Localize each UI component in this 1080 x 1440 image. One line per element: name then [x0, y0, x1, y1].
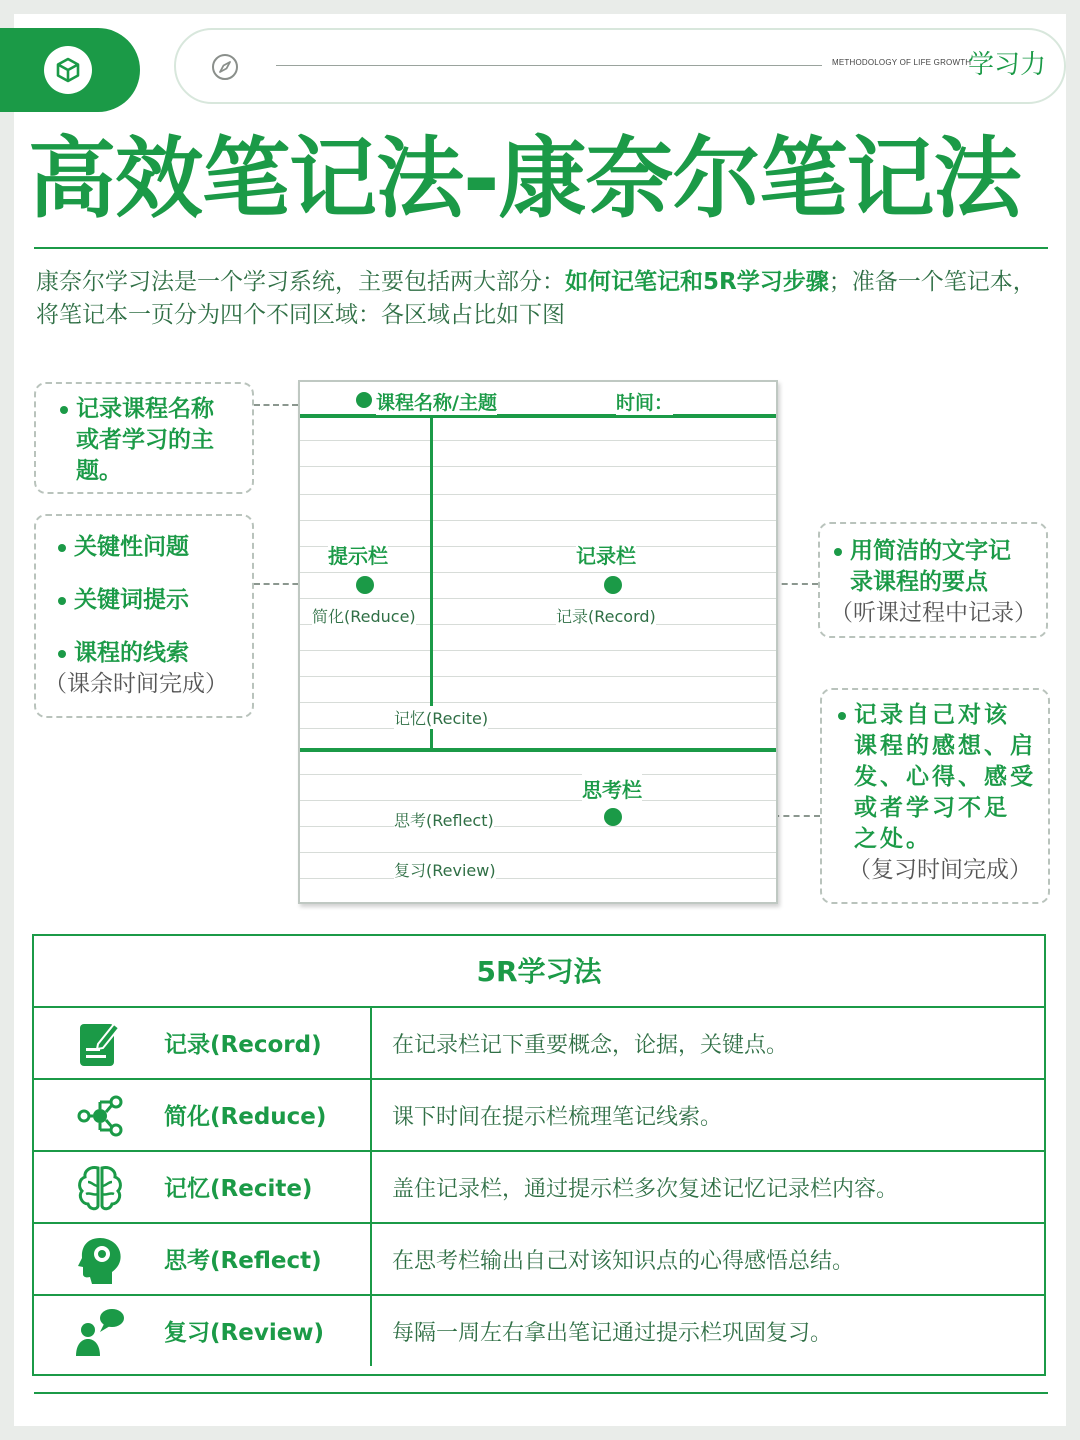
row-desc: 盖住记录栏，通过提示栏多次复述记忆记录栏内容。 — [392, 1177, 899, 1202]
callout-title-line2: 或者学习的主 — [76, 427, 214, 453]
callout-cue-area — [34, 514, 254, 718]
nb-summary-rule — [300, 748, 776, 752]
nb-cue-divider — [430, 416, 433, 750]
row-desc: 在记录栏记下重要概念，论据，关键点。 — [392, 1033, 789, 1058]
nb-line — [300, 800, 776, 801]
callout-record-line2: 录课程的要点 — [850, 569, 988, 595]
column-separator — [370, 1008, 372, 1078]
table-row — [34, 1296, 1044, 1366]
callout-title-area — [34, 382, 254, 494]
nb-line — [300, 852, 776, 853]
intro-bold: 如何记笔记和5R学习步骤 — [565, 269, 829, 295]
row-desc: 课下时间在提示栏梳理笔记线索。 — [392, 1105, 723, 1130]
callout-reflect-line5: 之处。 — [854, 826, 932, 852]
row-name: 记录(Record) — [164, 1032, 322, 1058]
nb-cue-sub: 简化(Reduce) — [312, 604, 416, 627]
nb-line — [300, 878, 776, 879]
column-separator — [370, 1224, 372, 1294]
callout-title-line3: 题。 — [76, 458, 122, 484]
nb-review-sub: 复习(Review) — [394, 858, 496, 881]
header-bar — [174, 28, 1066, 104]
nb-line — [300, 826, 776, 827]
callout-record-area — [818, 522, 1048, 638]
header-tagline: METHODOLOGY OF LIFE GROWTH — [832, 58, 972, 67]
five-r-table — [32, 934, 1046, 1376]
course-dot — [356, 392, 372, 408]
table-row — [34, 1008, 1044, 1080]
nb-line — [300, 520, 776, 521]
header-brand: 学习力 — [968, 50, 1047, 80]
nb-recite-sub: 记忆(Recite) — [394, 706, 488, 729]
callout-reflect-area — [820, 688, 1050, 904]
header-rule — [276, 65, 822, 66]
nb-line — [300, 494, 776, 495]
connector-title — [254, 404, 298, 406]
row-name: 记忆(Recite) — [164, 1176, 313, 1202]
nb-course-label: 课程名称/主题 — [376, 388, 497, 415]
nb-line — [300, 774, 776, 775]
nb-header-rule — [300, 414, 776, 418]
nb-record-sub: 记录(Record) — [556, 604, 656, 627]
callout-cue-note: （课余时间完成） — [44, 671, 228, 697]
notebook-diagram — [298, 380, 778, 904]
callout-title-line1: 记录课程名称 — [56, 394, 252, 425]
intro-paragraph — [36, 266, 1046, 332]
row-desc: 每隔一周左右拿出笔记通过提示栏巩固复习。 — [392, 1321, 833, 1346]
callout-reflect-note: （复习时间完成） — [848, 857, 1032, 883]
callout-reflect-line2: 课程的感想、启 — [854, 733, 1036, 759]
nb-line — [300, 676, 776, 677]
nb-line — [300, 572, 776, 573]
table-row — [34, 1080, 1044, 1152]
nb-line — [300, 702, 776, 703]
callout-cue-item2: 关键词提示 — [54, 585, 252, 616]
nb-think-title: 思考栏 — [582, 774, 642, 803]
table-row — [34, 1152, 1044, 1224]
callout-cue-item3: 课程的线索 — [54, 638, 252, 669]
logo-circle — [44, 46, 92, 94]
brain-icon — [74, 1162, 126, 1214]
column-separator — [370, 1152, 372, 1222]
nb-time-label: 时间： — [616, 388, 673, 415]
callout-cue-item1: 关键性问题 — [54, 532, 252, 563]
compass-icon — [210, 52, 240, 82]
nb-line — [300, 728, 776, 729]
nb-line — [300, 598, 776, 599]
intro-text-2: ；准备一个笔记本，将笔记本一页分为四个不同区域：各区域占比如下图 — [36, 269, 1036, 328]
column-separator — [370, 1296, 372, 1366]
callout-reflect-line4: 或者学习不足 — [854, 795, 1010, 821]
nb-record-title: 记录栏 — [576, 540, 636, 569]
table-row — [34, 1224, 1044, 1296]
nb-reflect-sub: 思考(Reflect) — [394, 808, 494, 831]
cube-icon — [54, 56, 82, 84]
page-title: 高效笔记法-康奈尔笔记法 — [28, 127, 1021, 230]
callout-record-note: （听课过程中记录） — [830, 600, 1037, 626]
nb-cue-title: 提示栏 — [328, 540, 388, 569]
row-name: 思考(Reflect) — [164, 1248, 322, 1274]
row-name: 复习(Review) — [164, 1320, 325, 1346]
callout-reflect-line1: 记录自己对该 — [834, 700, 1048, 731]
network-icon — [74, 1090, 126, 1142]
head-gear-icon — [74, 1234, 126, 1286]
bottom-divider — [34, 1392, 1048, 1394]
nb-line — [300, 466, 776, 467]
row-name: 简化(Reduce) — [164, 1104, 327, 1130]
callout-reflect-line3: 发、心得、感受 — [854, 764, 1036, 790]
person-speech-icon — [74, 1306, 126, 1358]
table-title: 5R学习法 — [34, 936, 1044, 1008]
logo-badge — [0, 28, 140, 112]
row-desc: 在思考栏输出自己对该知识点的心得感悟总结。 — [392, 1249, 855, 1274]
note-edit-icon — [74, 1018, 126, 1070]
nb-line — [300, 440, 776, 441]
callout-record-line1: 用简洁的文字记 — [830, 536, 1046, 567]
record-dot — [604, 576, 622, 594]
title-divider — [34, 247, 1048, 249]
cue-dot — [356, 576, 374, 594]
intro-text-1: 康奈尔学习法是一个学习系统，主要包括两大部分： — [36, 269, 565, 295]
nb-line — [300, 650, 776, 651]
page — [14, 14, 1066, 1426]
column-separator — [370, 1080, 372, 1150]
reflect-dot — [604, 808, 622, 826]
